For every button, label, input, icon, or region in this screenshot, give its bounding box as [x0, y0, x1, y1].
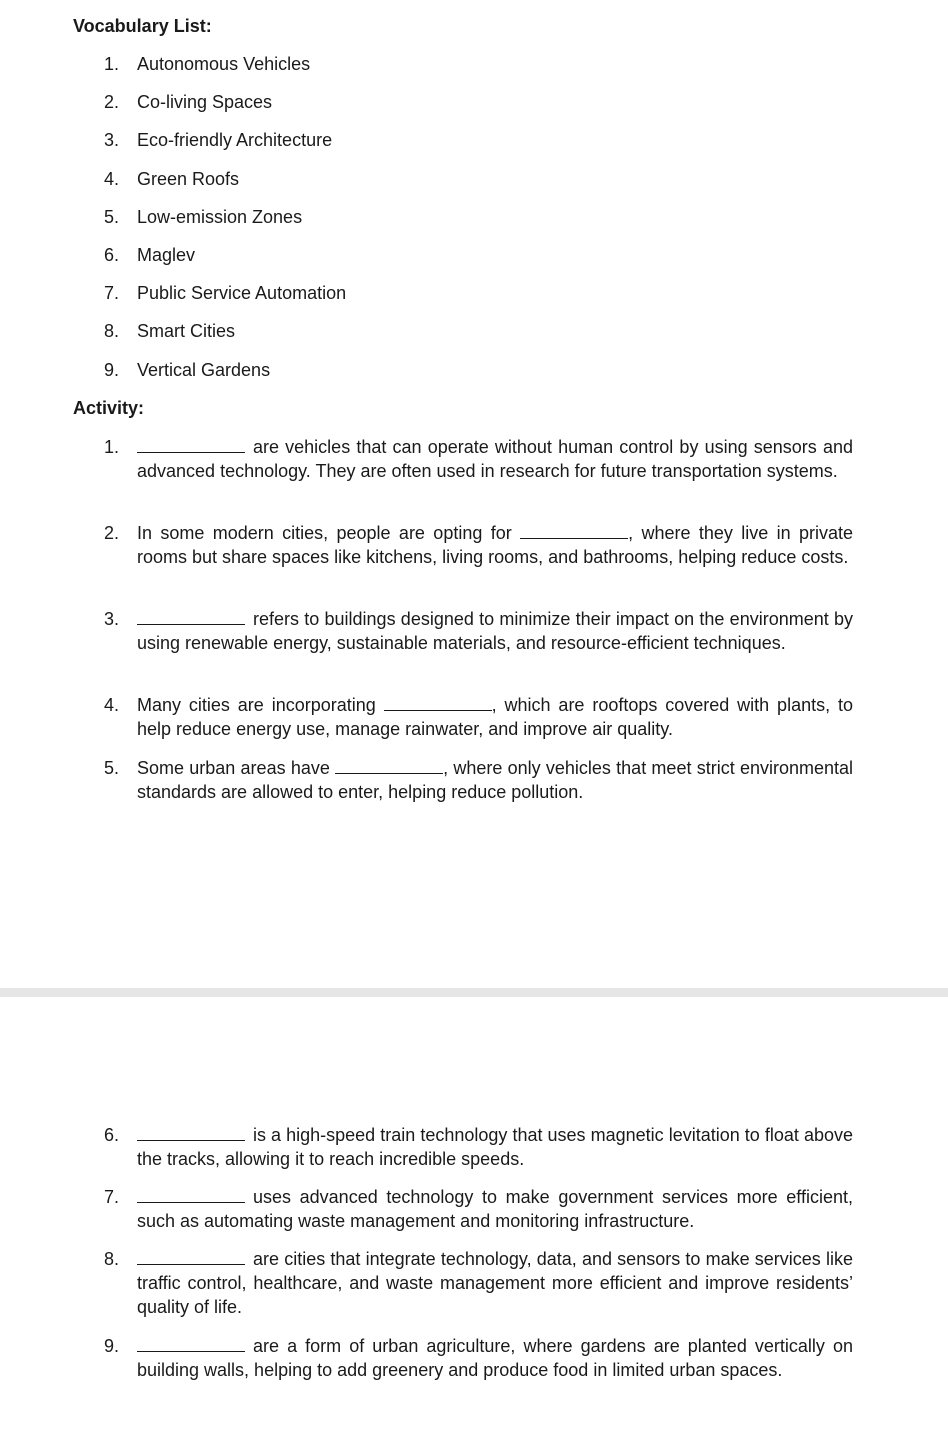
- answer-blank[interactable]: [137, 1126, 245, 1141]
- answer-blank[interactable]: [137, 1188, 245, 1203]
- activity-sentence: [137, 1123, 853, 1171]
- answer-blank[interactable]: [335, 759, 443, 774]
- answer-blank[interactable]: [137, 1250, 245, 1265]
- vocabulary-heading: Vocabulary List:: [73, 16, 212, 36]
- sentence-after-blank: , which are rooftops covered with plants, to help reduce energy use, manage rainwater, and improve air quality.: [137, 695, 853, 739]
- vocabulary-term: Green Roofs: [137, 168, 240, 189]
- activity-sentence: [137, 607, 853, 655]
- sentence-after-blank: is a high-speed train technology that uses magnetic levitation to float above the tracks, allowing it to reach incredible speeds.: [137, 1125, 853, 1169]
- vocabulary-term: Vertical Gardens: [137, 359, 271, 380]
- sentence-after-blank: , where they live in private rooms but share spaces like kitchens, living rooms, and bathrooms, helping reduce costs.: [137, 523, 853, 567]
- answer-blank[interactable]: [520, 524, 628, 539]
- vocabulary-number: 1.: [104, 54, 120, 74]
- activity-number: 7.: [104, 1187, 120, 1207]
- vocabulary-number: 8.: [104, 321, 120, 342]
- activity-sentence: [137, 1185, 853, 1233]
- answer-blank[interactable]: [384, 696, 492, 711]
- vocabulary-number: 5.: [104, 206, 120, 227]
- vocabulary-term: Eco-friendly Architecture: [137, 130, 333, 151]
- vocabulary-number: 7.: [104, 283, 120, 304]
- activity-sentence: [137, 521, 853, 569]
- answer-blank[interactable]: [137, 610, 245, 625]
- sentence-after-blank: , where only vehicles that meet strict environmental standards are allowed to enter, helping reduce pollution.: [137, 758, 854, 802]
- activity-number: 2.: [104, 523, 120, 543]
- vocabulary-term: Autonomous Vehicles: [137, 54, 311, 74]
- vocabulary-term: Smart Cities: [137, 321, 236, 342]
- page-divider: [0, 988, 948, 997]
- vocabulary-number: 9.: [104, 359, 120, 380]
- document-page-2: [0, 997, 948, 1448]
- activity-number: 5.: [104, 758, 120, 778]
- activity-number: 6.: [104, 1125, 120, 1145]
- activity-sentence: [137, 1334, 853, 1382]
- activity-number: 4.: [104, 695, 120, 715]
- activity-sentence: [137, 756, 853, 804]
- vocabulary-number: 4.: [104, 168, 120, 189]
- sentence-before-blank: In some modern cities, people are opting for: [137, 523, 521, 543]
- activity-number: 8.: [104, 1249, 120, 1269]
- vocabulary-term: Co-living Spaces: [137, 92, 273, 113]
- vocabulary-number: 6.: [104, 244, 120, 265]
- vocabulary-term: Low-emission Zones: [137, 206, 303, 227]
- sentence-before-blank: Some urban areas have: [137, 758, 336, 778]
- activity-sentence: [137, 435, 853, 483]
- sentence-after-blank: are cities that integrate technology, data, and sensors to make services like traffic control, healthcare, and waste management more efficient and improve residents’ quality of life.: [137, 1249, 853, 1317]
- sentence-after-blank: are a form of urban agriculture, where gardens are planted vertically on building walls, helping to add greenery and produce food in limited urban spaces.: [137, 1336, 853, 1380]
- answer-blank[interactable]: [137, 438, 245, 453]
- activity-number: 9.: [104, 1336, 120, 1356]
- vocabulary-term: Public Service Automation: [137, 283, 347, 304]
- answer-blank[interactable]: [137, 1337, 245, 1352]
- sentence-after-blank: uses advanced technology to make government services more efficient, such as automating waste management and monitoring infrastructure.: [137, 1187, 853, 1231]
- sentence-before-blank: Many cities are incorporating: [137, 695, 384, 715]
- activity-number: 1.: [104, 437, 120, 457]
- activity-heading: Activity:: [73, 398, 145, 418]
- activity-sentence: [137, 1247, 853, 1319]
- sentence-after-blank: refers to buildings designed to minimize their impact on the environment by using renewable energy, sustainable materials, and resource-efficient techniques.: [137, 609, 853, 653]
- vocabulary-term: Maglev: [137, 244, 196, 265]
- vocabulary-number: 2.: [104, 92, 120, 113]
- vocabulary-number: 3.: [104, 130, 120, 151]
- activity-number: 3.: [104, 609, 120, 629]
- activity-sentence: [137, 693, 853, 741]
- sentence-after-blank: are vehicles that can operate without human control by using sensors and advanced technology. They are often used in research for future transportation systems.: [137, 437, 853, 481]
